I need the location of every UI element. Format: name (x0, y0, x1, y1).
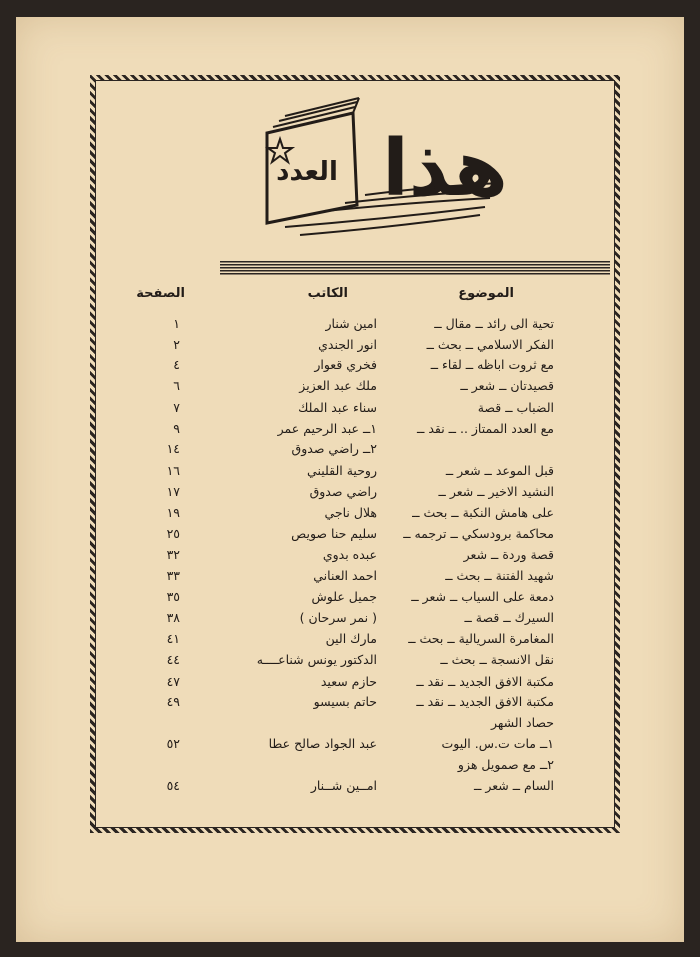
page-cell: ١٧ (166, 484, 180, 499)
column-header-topic: الموضوع (458, 286, 514, 301)
topic-cell: ١ــ مات ت.س. اليوت (441, 736, 554, 751)
page-cell: ٣٢ (166, 547, 180, 562)
author-cell: ٢ــ راضي صدوق (291, 441, 377, 456)
author-cell: عبده بدوي (322, 547, 377, 562)
topic-cell: ٢ــ مع صمويل هزو (457, 757, 554, 772)
table-row (0, 631, 700, 651)
author-cell: ملك عبد العزيز (299, 378, 377, 393)
page-cell: ٩ (173, 421, 180, 436)
author-cell: جميل علوش (311, 589, 377, 604)
table-row (0, 610, 700, 630)
page-cell: ٣٣ (166, 568, 180, 583)
column-header-page: الصفحة (136, 286, 185, 301)
page-cell: ٣٨ (166, 610, 180, 625)
author-cell: فخري قعوار (314, 357, 377, 372)
page-cell: ٦ (173, 378, 180, 393)
table-row (0, 674, 700, 694)
author-cell: راضي صدوق (309, 484, 377, 499)
topic-cell: مكتبة الافق الجديد ــ نقد ــ (416, 694, 554, 709)
page-cell: ٥٤ (166, 778, 180, 793)
author-cell: انور الجندي (318, 337, 377, 352)
author-cell: عبد الجواد صالح عطا (268, 736, 377, 751)
topic-cell: قصيدتان ــ شعر ــ (460, 378, 554, 393)
table-row (0, 463, 700, 483)
table-row (0, 441, 700, 461)
topic-cell: حصاد الشهر (490, 715, 554, 730)
page-cell: ٤١ (166, 631, 180, 646)
page-cell: ١٩ (166, 505, 180, 520)
page-cell: ٧ (173, 400, 180, 415)
topic-cell: المغامرة السريالية ــ بحث ــ (408, 631, 554, 646)
table-row (0, 484, 700, 504)
topic-cell: محاكمة برودسكي ــ ترجمه ــ (403, 526, 554, 541)
topic-cell: الضباب ــ قصة (477, 400, 554, 415)
topic-cell: السيرك ــ قصة ــ (464, 610, 554, 625)
table-row (0, 421, 700, 441)
logo-subword: العدد (276, 157, 338, 187)
author-cell: ١ــ عبد الرحيم عمر (277, 421, 377, 436)
author-cell: سناء عبد الملك (298, 400, 377, 415)
author-cell: الدكتور يونس شناعــــه (256, 652, 377, 667)
page-cell: ١ (173, 316, 180, 331)
table-row (0, 757, 700, 777)
author-cell: امين شنار (325, 316, 377, 331)
table-row (0, 400, 700, 420)
page-cell: ٢٥ (166, 526, 180, 541)
topic-cell: الفكر الاسلامي ــ بحث ــ (426, 337, 554, 352)
author-cell: حاتم بسيسو (313, 694, 377, 709)
table-row (0, 357, 700, 377)
author-cell: هلال ناجي (324, 505, 377, 520)
topic-cell: شهيد الفتنة ــ بحث ــ (445, 568, 554, 583)
topic-cell: على هامش النكبة ــ بحث ــ (412, 505, 554, 520)
table-row (0, 337, 700, 357)
page-cell: ١٦ (166, 463, 180, 478)
page-cell: ٥٢ (166, 736, 180, 751)
author-cell: سليم حنا صويص (291, 526, 377, 541)
table-row (0, 526, 700, 546)
topic-cell: دمعة على السياب ــ شعر ــ (411, 589, 554, 604)
table-row (0, 715, 700, 735)
topic-cell: مكتبة الافق الجديد ــ نقد ــ (416, 674, 554, 689)
table-row (0, 547, 700, 567)
topic-cell: قصة وردة ــ شعر (463, 547, 554, 562)
table-row (0, 568, 700, 588)
topic-cell: السام ــ شعر ــ (474, 778, 554, 793)
column-header-author: الكاتب (307, 286, 348, 301)
table-row (0, 378, 700, 398)
topic-cell: مع ثروت اباظه ــ لقاء ــ (430, 357, 554, 372)
author-cell: احمد العناني (313, 568, 377, 583)
author-cell: ( نمر سرحان ) (299, 610, 377, 625)
topic-cell: قبل الموعد ــ شعر ــ (445, 463, 554, 478)
author-cell: حازم سعيد (320, 674, 377, 689)
topic-cell: مع العدد الممتاز .. ــ نقد ــ (417, 421, 554, 436)
topic-cell: نقل الانسجة ــ بحث ــ (440, 652, 554, 667)
page-cell: ٤٤ (166, 652, 180, 667)
author-cell: امــين شــنار (310, 778, 377, 793)
table-row (0, 652, 700, 672)
page-cell: ٢ (173, 337, 180, 352)
table-row (0, 505, 700, 525)
topic-cell: النشيد الاخير ــ شعر ــ (438, 484, 554, 499)
contents-logo (245, 95, 515, 245)
table-row (0, 778, 700, 798)
page-cell: ٣٥ (166, 589, 180, 604)
author-cell: روحية القليني (307, 463, 377, 478)
topic-cell: تحية الى رائد ــ مقال ــ (434, 316, 554, 331)
page-cell: ٤٩ (166, 694, 180, 709)
table-row (0, 316, 700, 336)
table-row (0, 694, 700, 714)
author-cell: مارك الين (325, 631, 377, 646)
header-rule (220, 261, 610, 275)
table-row (0, 736, 700, 756)
page-cell: ٤٧ (166, 674, 180, 689)
page-cell: ٤ (173, 357, 180, 372)
table-row (0, 589, 700, 609)
logo-word: هذا (382, 124, 508, 214)
page-cell: ١٤ (166, 441, 180, 456)
